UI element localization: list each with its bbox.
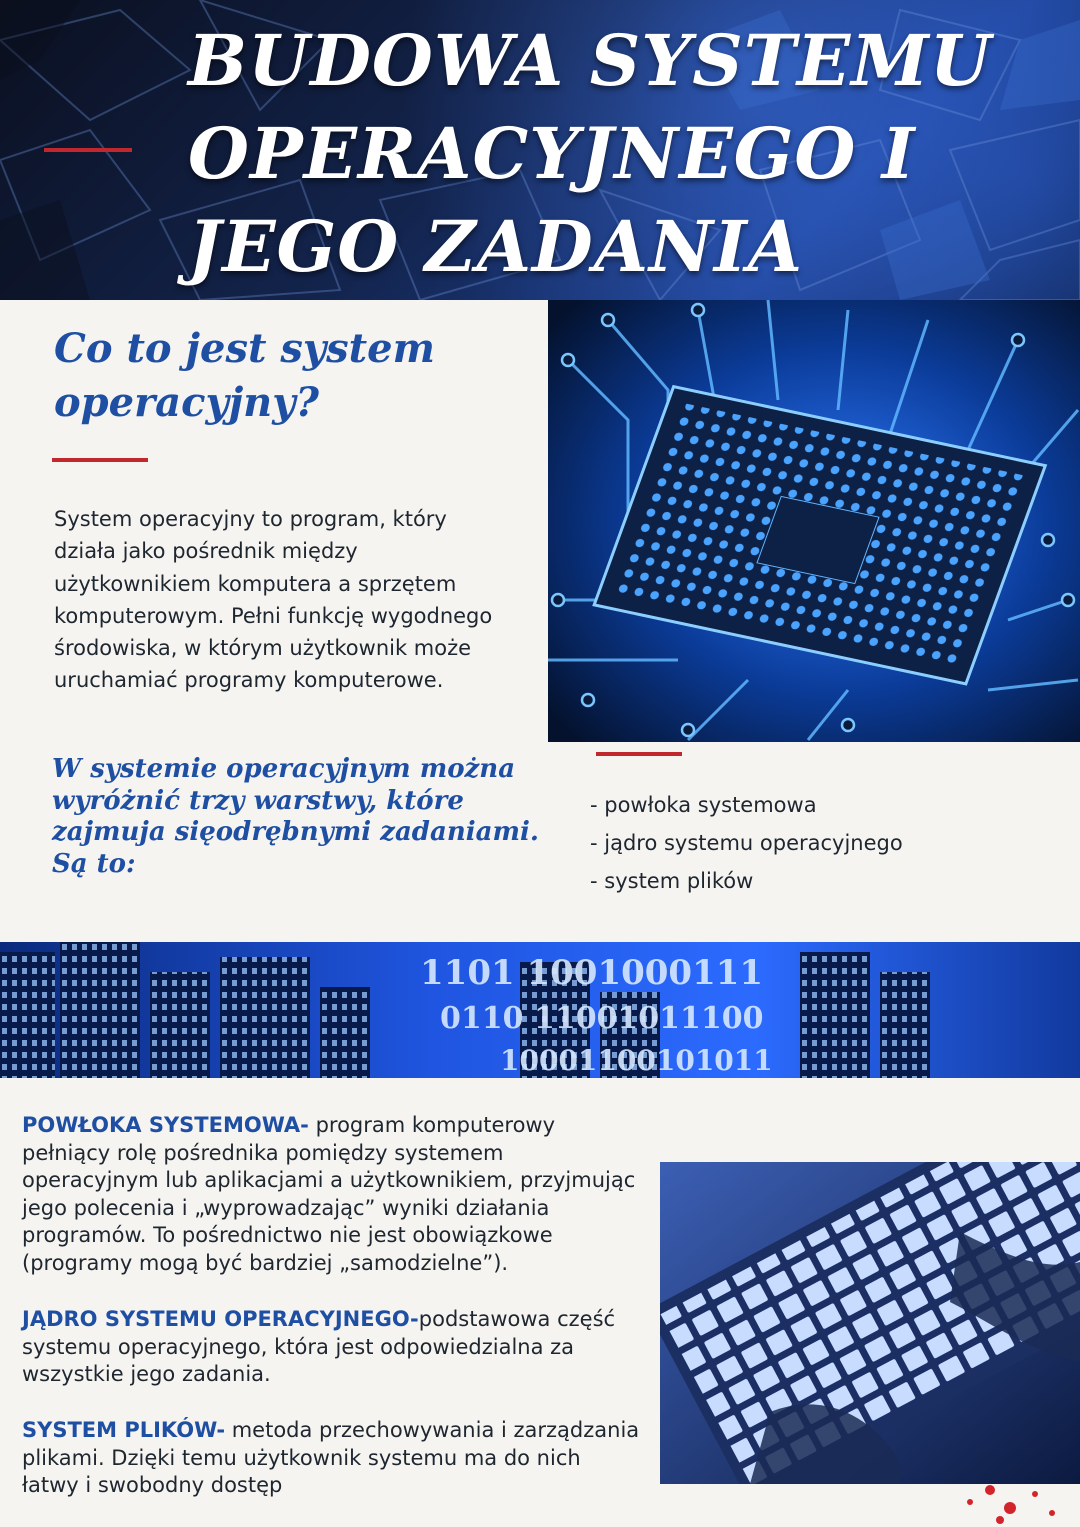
- definition-text: metoda przechowywania i zarządzania plikami. Dzięki temu użytkownik systemu ma do nich łatwy i swobodny dostęp: [22, 1418, 640, 1497]
- header-accent-rule: [44, 148, 132, 152]
- intro-heading: Co to jest system operacyjny?: [54, 325, 435, 426]
- layers-heading: W systemie operacyjnym można wyróżnić trzy warstwy, które zajmuja sięodrębnymi zadaniami. Są to:: [52, 754, 539, 879]
- list-item: - system plików: [590, 869, 754, 893]
- definition-text: podstawowa część systemu operacyjnego, która jest odpowiedzialna za wszystkie jego zadania.: [22, 1307, 616, 1386]
- definition-term: POWŁOKA SYSTEMOWA-: [22, 1113, 309, 1137]
- layers-list: [590, 786, 1050, 900]
- keyboard-hands-image: [660, 1162, 1080, 1484]
- list-item: - powłoka systemowa: [590, 793, 817, 817]
- intro-accent-rule: [52, 458, 148, 462]
- definition-term: SYSTEM PLIKÓW-: [22, 1418, 226, 1442]
- intro-paragraph: System operacyjny to program, który działa jako pośrednik między użytkownikiem komputera a sprzętem komputerowym. Pełni funkcję wygodnego środowiska, w którym użytkownik może uruchamiać programy komputerowe.: [54, 507, 493, 693]
- binary-text: 10001100101011: [500, 1044, 773, 1077]
- definition-filesystem: [22, 1417, 642, 1500]
- definition-term: JĄDRO SYSTEMU OPERACYJNEGO-: [22, 1307, 419, 1331]
- header-banner: [0, 0, 1080, 300]
- cpu-circuit-image: [548, 300, 1080, 742]
- list-item: - jądro systemu operacyjnego: [590, 831, 903, 855]
- decorative-dots: [940, 1480, 1080, 1527]
- definition-shell: [22, 1112, 642, 1277]
- digital-city-banner: [0, 942, 1080, 1078]
- page-title: BUDOWA SYSTEMU OPERACYJNEGO I JEGO ZADANIA: [188, 19, 992, 288]
- layers-accent-rule: [596, 752, 682, 756]
- binary-text: 0110 11001011100: [440, 1001, 764, 1036]
- definition-text: program komputerowy pełniący rolę pośrednika pomiędzy systemem operacyjnym lub aplikacjami a użytkownikiem, przyjmując jego polecenia i „wyprowadzając” wyniki działania programów. To pośrednictwo nie jest obowiązkowe (programy mogą być bardziej „samodzielne”).: [22, 1113, 636, 1275]
- definition-kernel: [22, 1306, 642, 1389]
- binary-text: 1101 1001000111: [420, 953, 764, 993]
